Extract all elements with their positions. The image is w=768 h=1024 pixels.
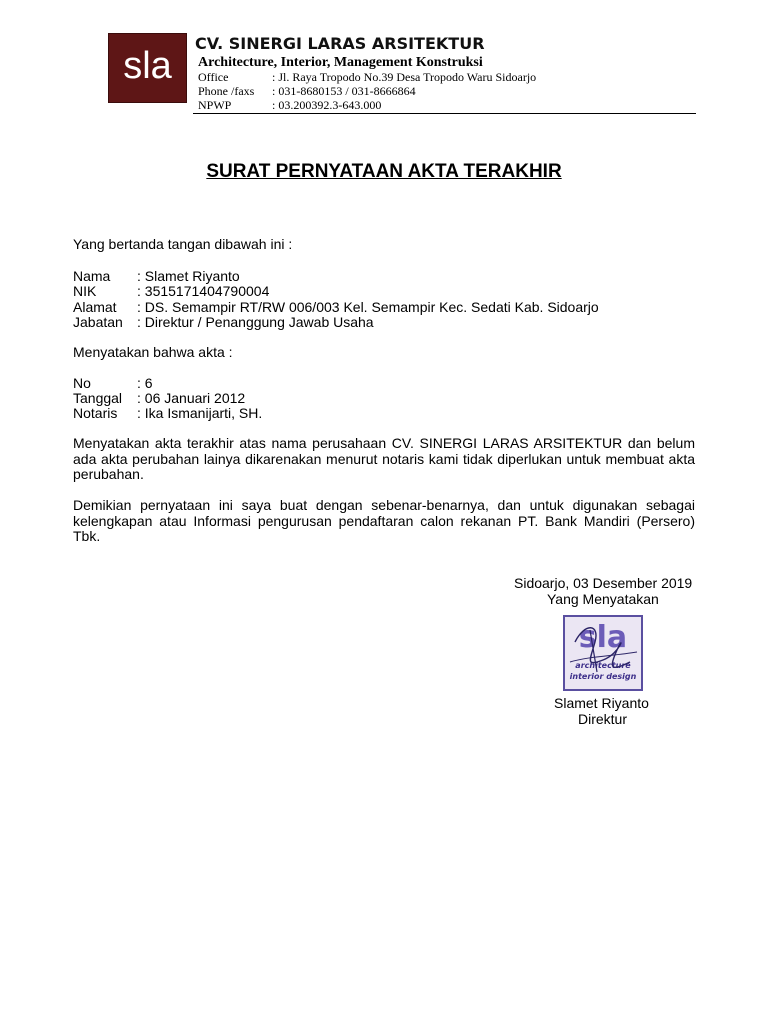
office-value: : Jl. Raya Tropodo No.39 Desa Tropodo Waru Sidoarjo — [272, 70, 537, 84]
akta-notaris-row — [73, 405, 262, 421]
intro-text: Yang bertanda tangan dibawah ini : — [73, 236, 293, 252]
signer-nik-row — [73, 283, 269, 299]
paragraph-statement: Menyatakan akta terakhir atas nama perusahaan CV. SINERGI LARAS ARSITEKTUR dan belum ada akta perubahan lainya dikarenakan menurut notaris kami tidak diperlukan untuk membuat akta perubahan. — [73, 435, 695, 482]
phone-value: : 031-8680153 / 031-8666864 — [272, 84, 416, 98]
npwp-value: : 03.200392.3-643.000 — [272, 98, 382, 112]
letterhead-divider — [193, 113, 696, 114]
phone-line — [198, 84, 416, 99]
office-label: Office — [198, 70, 229, 84]
alamat-value: : DS. Semampir RT/RW 006/003 Kel. Semampir Kec. Sedati Kab. Sidoarjo — [137, 299, 599, 315]
signer-position: Direktur — [578, 711, 628, 727]
notaris-label: Notaris — [73, 405, 118, 421]
tanggal-label: Tanggal — [73, 390, 123, 406]
jabatan-label: Jabatan — [73, 314, 123, 330]
jabatan-value: : Direktur / Penanggung Jawab Usaha — [137, 314, 374, 330]
no-label: No — [73, 375, 91, 391]
signer-nama-row — [73, 268, 240, 284]
company-logo — [108, 33, 187, 103]
signer-name: Slamet Riyanto — [554, 695, 649, 711]
notaris-value: : Ika Ismanijarti, SH. — [137, 405, 263, 421]
company-name: CV. SINERGI LARAS ARSITEKTUR — [195, 34, 485, 53]
stamp-line-2: interior design — [569, 672, 637, 681]
no-value: : 6 — [137, 375, 153, 391]
nik-label: NIK — [73, 283, 97, 299]
paragraph-closing: Demikian pernyataan ini saya buat dengan sebenar-benarnya, dan untuk digunakan sebagai kelengkapan atau Informasi pengurusan pendaftaran calon rekanan PT. Bank Mandiri (Persero) Tbk. — [73, 497, 695, 544]
place-date: Sidoarjo, 03 Desember 2019 — [514, 575, 693, 591]
akta-intro-text: Menyatakan bahwa akta : — [73, 344, 233, 360]
npwp-line — [198, 98, 381, 113]
document-title: SURAT PERNYATAAN AKTA TERAKHIR — [206, 161, 562, 182]
npwp-label: NPWP — [198, 98, 232, 112]
stamp-line-1: architecture — [575, 661, 631, 670]
nama-label: Nama — [73, 268, 111, 284]
signer-jabatan-row — [73, 314, 374, 330]
signer-alamat-row — [73, 299, 599, 315]
tanggal-value: : 06 Januari 2012 — [137, 390, 246, 406]
phone-label: Phone /faxs — [198, 84, 255, 98]
closing-text: Yang Menyatakan — [547, 591, 659, 607]
nik-value: : 3515171404790004 — [137, 283, 270, 299]
office-line — [198, 70, 536, 85]
company-tagline: Architecture, Interior, Management Konstruksi — [198, 55, 483, 70]
akta-tanggal-row — [73, 390, 245, 406]
handwritten-signature — [555, 612, 645, 692]
logo-text: sla — [123, 45, 172, 87]
akta-no-row — [73, 375, 153, 391]
alamat-label: Alamat — [73, 299, 117, 315]
nama-value: : Slamet Riyanto — [137, 268, 240, 284]
stamp-logo-text: sla — [578, 620, 628, 655]
